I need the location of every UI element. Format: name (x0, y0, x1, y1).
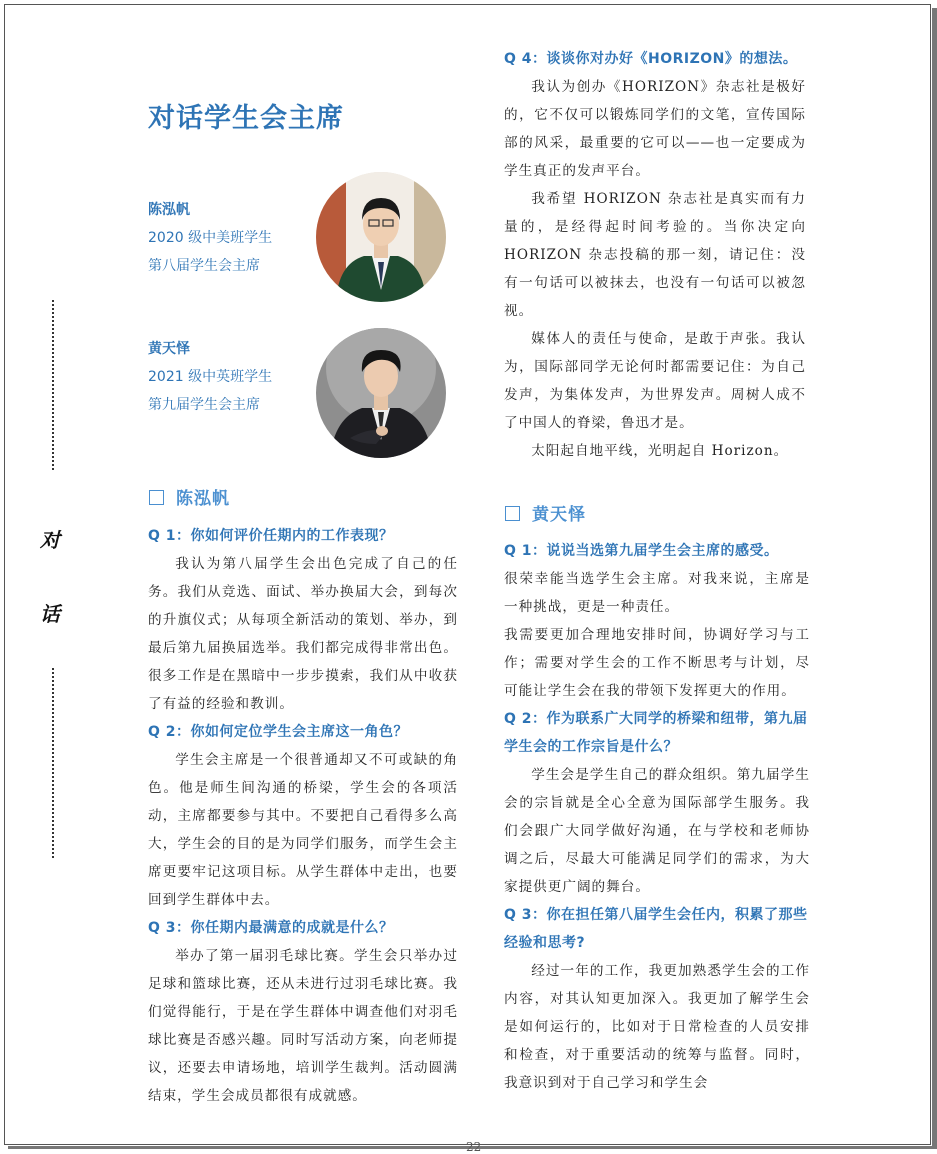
question: Q 2：你如何定位学生会主席这一角色？ (148, 724, 409, 740)
answer-paragraph: 我认为创办《HORIZON》杂志社是极好的，它不仅可以锻炼同学们的文笔，宣传国际部的风采，最重要的它可以——也一定要成为学生真正的发声平台。 (504, 79, 806, 179)
section-heading (149, 484, 230, 509)
checkbox-square-icon (149, 490, 164, 505)
page-shadow (932, 8, 937, 1149)
question: Q 3：你任期内最满意的成就是什么？ (148, 920, 394, 936)
question: Q 1：你如何评价任期内的工作表现？ (148, 528, 394, 544)
profile-role: 第八届学生会主席 (148, 258, 260, 274)
side-label-char: 话 (40, 602, 60, 626)
avatar (316, 172, 446, 302)
profile-card (148, 196, 272, 280)
profile-name: 陈泓帆 (148, 202, 190, 218)
answer-paragraph: 我希望 HORIZON 杂志社是真实而有力量的，是经得起时间考验的。当你决定向 HORIZON 杂志投稿的那一刻，请记住：没有一句话可以被抹去，也没有一句话可以被忽视。 (504, 191, 806, 319)
checkbox-square-icon (505, 506, 520, 521)
right-qa-column (504, 537, 810, 1097)
question: Q 3：你在担任第八届学生会任内，积累了那些经验和思考? (504, 907, 808, 951)
profile-name: 黄天怿 (148, 341, 190, 357)
page-title: 对话学生会主席 (148, 103, 344, 134)
page-number: 22 (466, 1140, 482, 1154)
avatar (316, 328, 446, 458)
answer: 学生会是学生自己的群众组织。第九届学生会的宗旨就是全心全意为国际部学生服务。我们会跟广大同学做好沟通，在与学校和老师协调之后，尽最大可能满足同学们的需求，为大家提供更广阔的舞台。 (504, 767, 810, 895)
section-heading-text: 陈泓帆 (176, 489, 230, 509)
section-heading-text: 黄天怿 (532, 505, 586, 525)
student-portrait-green-blazer-icon (316, 172, 446, 302)
side-label-char: 对 (40, 528, 60, 552)
answer: 举办了第一届羽毛球比赛。学生会只举办过足球和篮球比赛，还从未进行过羽毛球比赛。我们觉得能行，于是在学生群体中调查他们对羽毛球比赛是否感兴趣。同时写活动方案，向老师提议，还要去申请场地，培训学生裁判。活动圆满结束，学生会成员都很有成就感。 (148, 948, 458, 1104)
answer-paragraph: 媒体人的责任与使命，是敢于声张。我认为，国际部同学无论何时都需要记住：为自己发声，为集体发声，为世界发声。周树人成不了中国人的脊梁，鲁迅才是。 (504, 331, 806, 431)
answer: 我认为第八届学生会出色完成了自己的任务。我们从竞选、面试、举办换届大会，到每次的升旗仪式；从每项全新活动的策划、举办，到最后第九届换届选举。我们都完成得非常出色。很多工作是在黑暗中一步步摸索，我们从中收获了有益的经验和教训。 (148, 556, 458, 712)
section-heading (505, 500, 586, 525)
answer: 学生会主席是一个很普通却又不可或缺的角色。他是师生间沟通的桥梁，学生会的各项活动，主席都要参与其中。不要把自己看得多么高大，学生会的目的是为同学们服务，而学生会主席更要牢记这项目标。从学生群体中走出，也要回到学生群体中去。 (148, 752, 458, 908)
answer-paragraph: 很荣幸能当选学生会主席。对我来说，主席是一种挑战，更是一种责任。 (504, 571, 810, 615)
side-dotted-line-top (52, 300, 56, 470)
side-dotted-line-bottom (52, 668, 56, 858)
profile-class: 2020 级中美班学生 (148, 230, 273, 246)
profile-card (148, 335, 272, 419)
answer: 经过一年的工作，我更加熟悉学生会的工作内容，对其认知更加深入。我更加了解学生会是如何运行的，比如对于日常检查的人员安排和检查，对于重要活动的统筹与监督。同时，我意识到对于自己学习和学生会 (504, 963, 810, 1091)
answer-paragraph: 我需要更加合理地安排时间，协调好学习与工作；需要对学生会的工作不断思考与计划，尽可能让学生会在我的带领下发挥更大的作用。 (504, 627, 810, 699)
question: Q 1：说说当选第九届学生会主席的感受。 (504, 543, 779, 559)
profile-role: 第九届学生会主席 (148, 397, 260, 413)
right-qa-column-top (504, 45, 806, 465)
profile-class: 2021 级中英班学生 (148, 369, 273, 385)
student-portrait-dark-suit-icon (316, 328, 446, 458)
question: Q 2：作为联系广大同学的桥梁和纽带，第九届学生会的工作宗旨是什么？ (504, 711, 808, 755)
left-qa-column (148, 522, 458, 1110)
answer-paragraph: 太阳起自地平线，光明起自 Horizon。 (531, 443, 789, 459)
question: Q 4：谈谈你对办好《HORIZON》的想法。 (504, 51, 798, 67)
